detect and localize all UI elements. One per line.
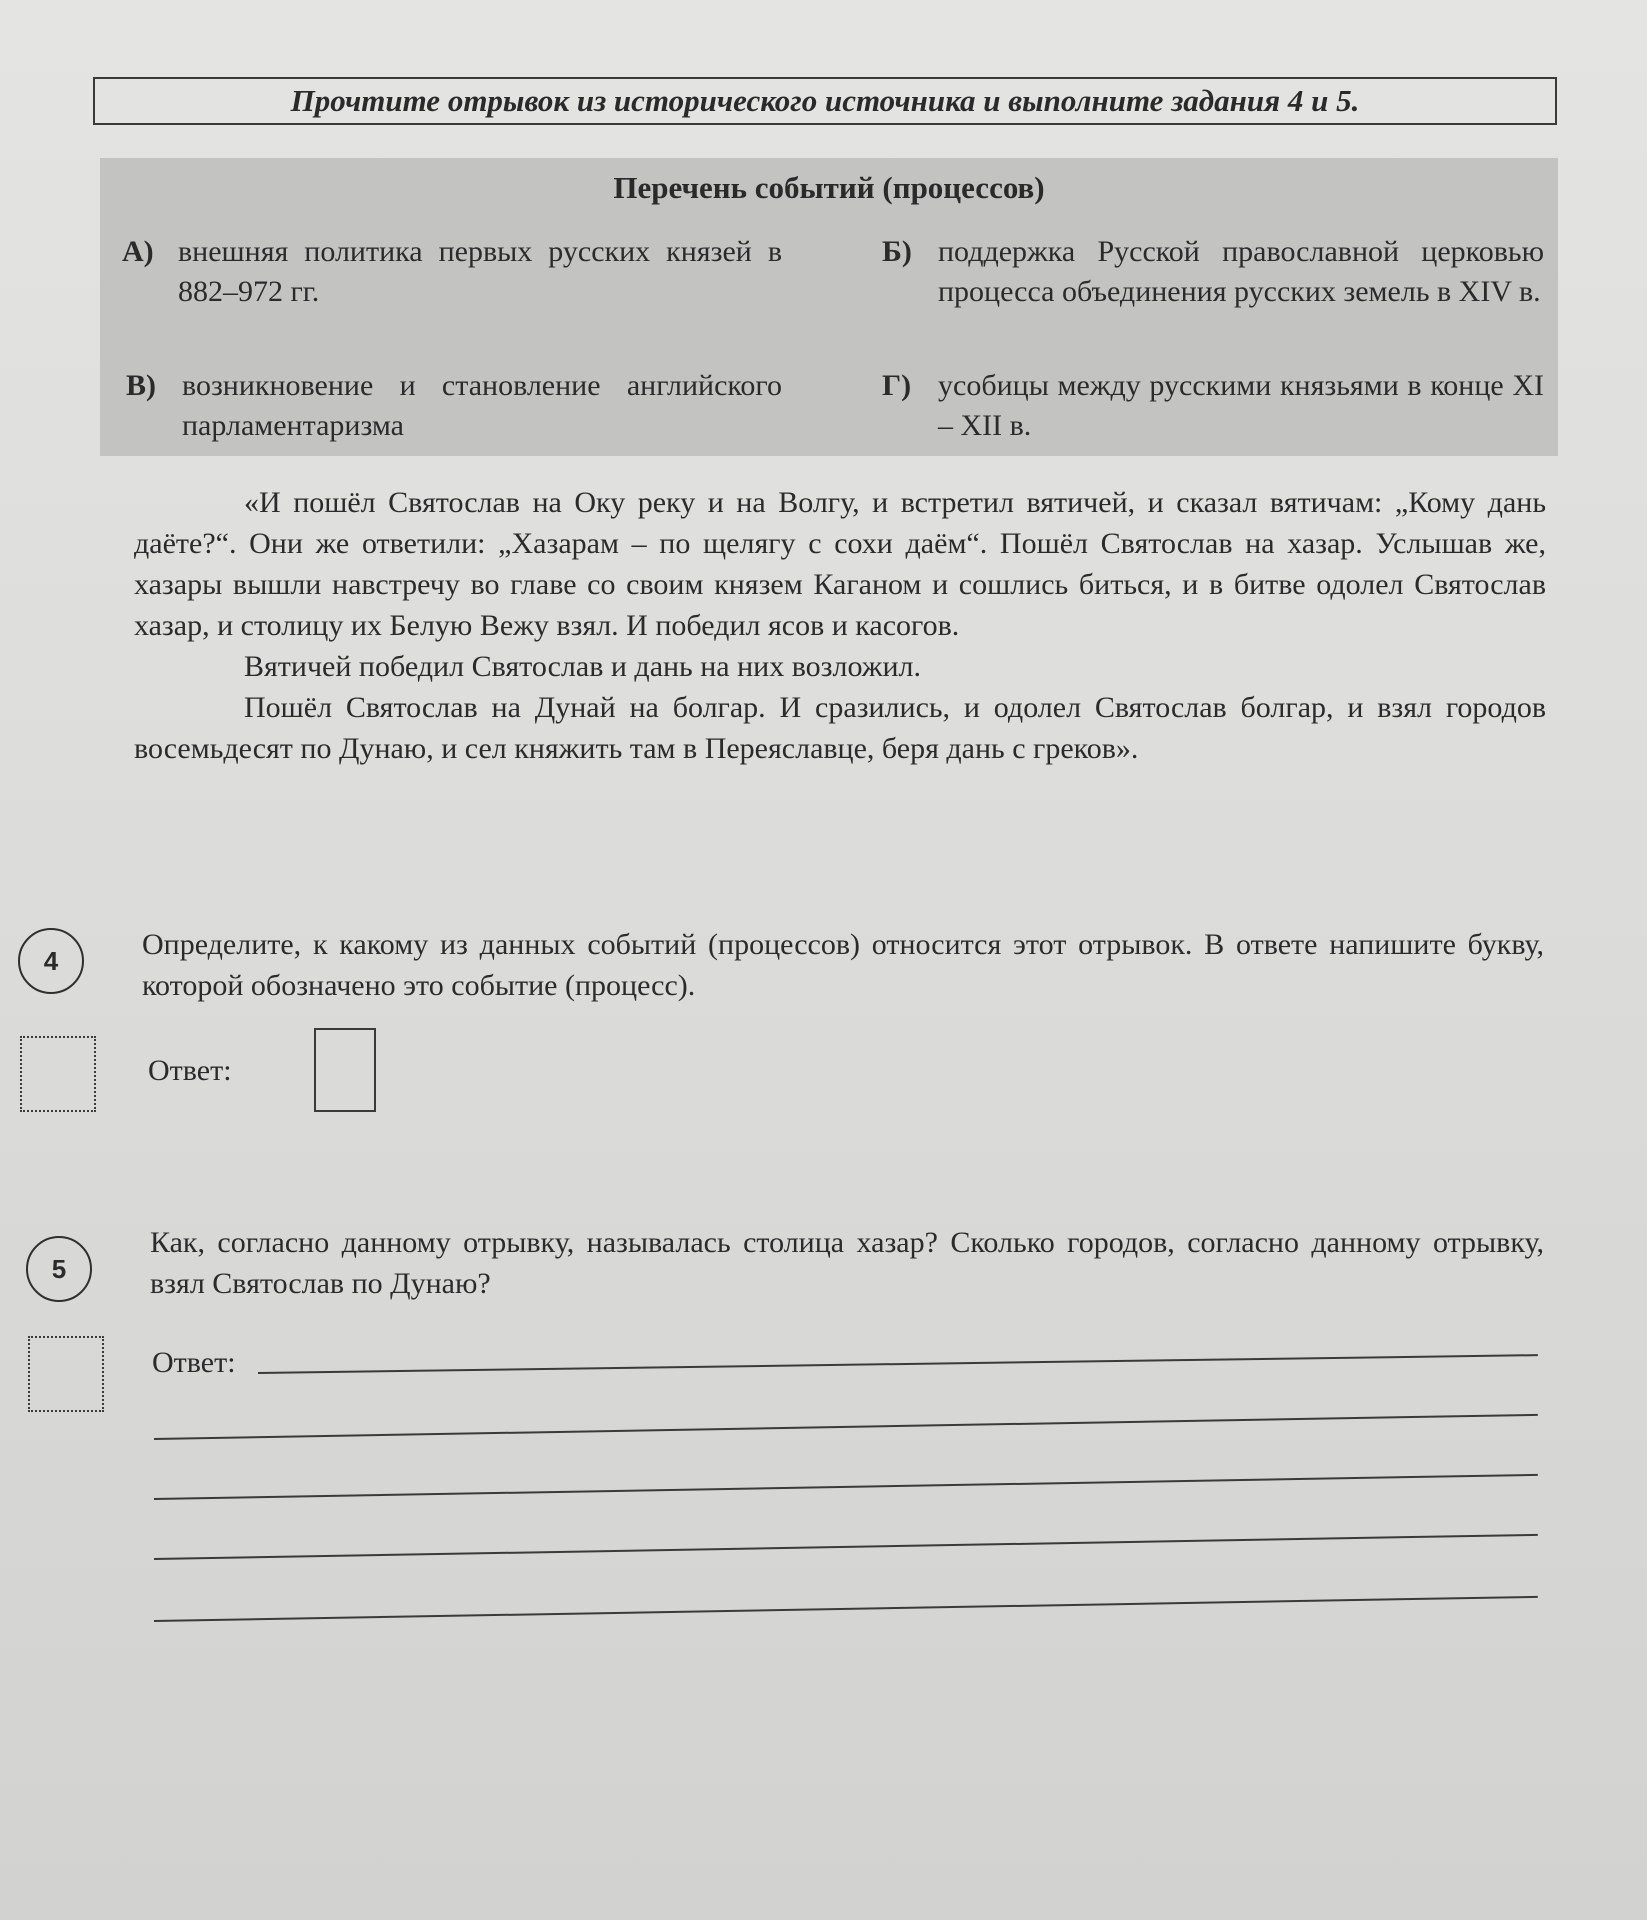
task-5-answer-line[interactable] — [258, 1354, 1538, 1374]
instruction-header — [93, 77, 1557, 125]
event-text: поддержка Русской православной церковью процесса объединения русских земель в XIV в. — [938, 235, 1544, 308]
event-item-b — [882, 232, 1544, 312]
task-number: 5 — [51, 1253, 67, 1284]
task-4-question: Определите, к какому из данных событий (процессов) относится этот отрывок. В ответе напишите букву, которой обозначено это событие (процесс). — [142, 928, 1544, 1002]
task-4-number-badge — [18, 928, 84, 994]
task-5-score-box — [28, 1336, 104, 1412]
events-list-title: Перечень событий (процессов) — [613, 170, 1045, 205]
event-letter: В) — [126, 369, 156, 402]
event-item-g — [882, 366, 1544, 446]
event-letter: Г) — [882, 369, 912, 402]
task-4-answer-label: Ответ: — [148, 1054, 232, 1087]
event-item-v — [126, 366, 782, 446]
historical-source-excerpt — [134, 482, 1546, 769]
task-5-answer-line[interactable] — [154, 1414, 1538, 1440]
event-letter: А) — [122, 235, 154, 268]
instruction-text: Прочтите отрывок из исторического источника и выполните задания 4 и 5. — [290, 83, 1360, 118]
task-5-answer-line[interactable] — [154, 1596, 1538, 1622]
task-5-number-badge — [26, 1236, 92, 1302]
task-5-question: Как, согласно данному отрывку, называлась столица хазар? Сколько городов, согласно данному отрывку, взял Святослав по Дунаю? — [150, 1226, 1544, 1300]
event-text: возникновение и становление английского парламентаризма — [182, 369, 782, 442]
task-5-answer-line[interactable] — [154, 1534, 1538, 1560]
events-list-panel — [100, 158, 1558, 456]
task-5-answer-line[interactable] — [154, 1474, 1538, 1500]
task-number: 4 — [43, 945, 59, 976]
source-paragraph: Вятичей победил Святослав и дань на них возложил. — [244, 650, 922, 683]
event-text: внешняя политика первых русских князей в 882–972 гг. — [178, 235, 782, 308]
source-paragraph: Пошёл Святослав на Дунай на болгар. И сразились, и одолел Святослав болгар, и взял городов восемьдесят по Дунаю, и сел княжить там в Переяславце, беря дань с греков». — [134, 691, 1546, 765]
event-letter: Б) — [882, 235, 912, 268]
source-paragraph: «И пошёл Святослав на Оку реку и на Волгу, и встретил вятичей, и сказал вятичам: „Кому дань даёте?“. Они же ответили: „Хазарам – по щелягу с сохи даём“. Пошёл Святослав на хазар. Услышав же, хазары вышли навстречу во главе со своим князем Каганом и сошлись биться, и в битве одолел Святослав хазар, и столицу их Белую Вежу взял. И победил ясов и касогов. — [134, 486, 1546, 642]
task-4-answer-cell[interactable] — [314, 1028, 376, 1112]
event-text: усобицы между русскими князьями в конце XI – XII в. — [938, 369, 1544, 442]
event-item-a — [122, 232, 782, 312]
task-5-answer-label: Ответ: — [152, 1346, 236, 1379]
task-4-score-box — [20, 1036, 96, 1112]
